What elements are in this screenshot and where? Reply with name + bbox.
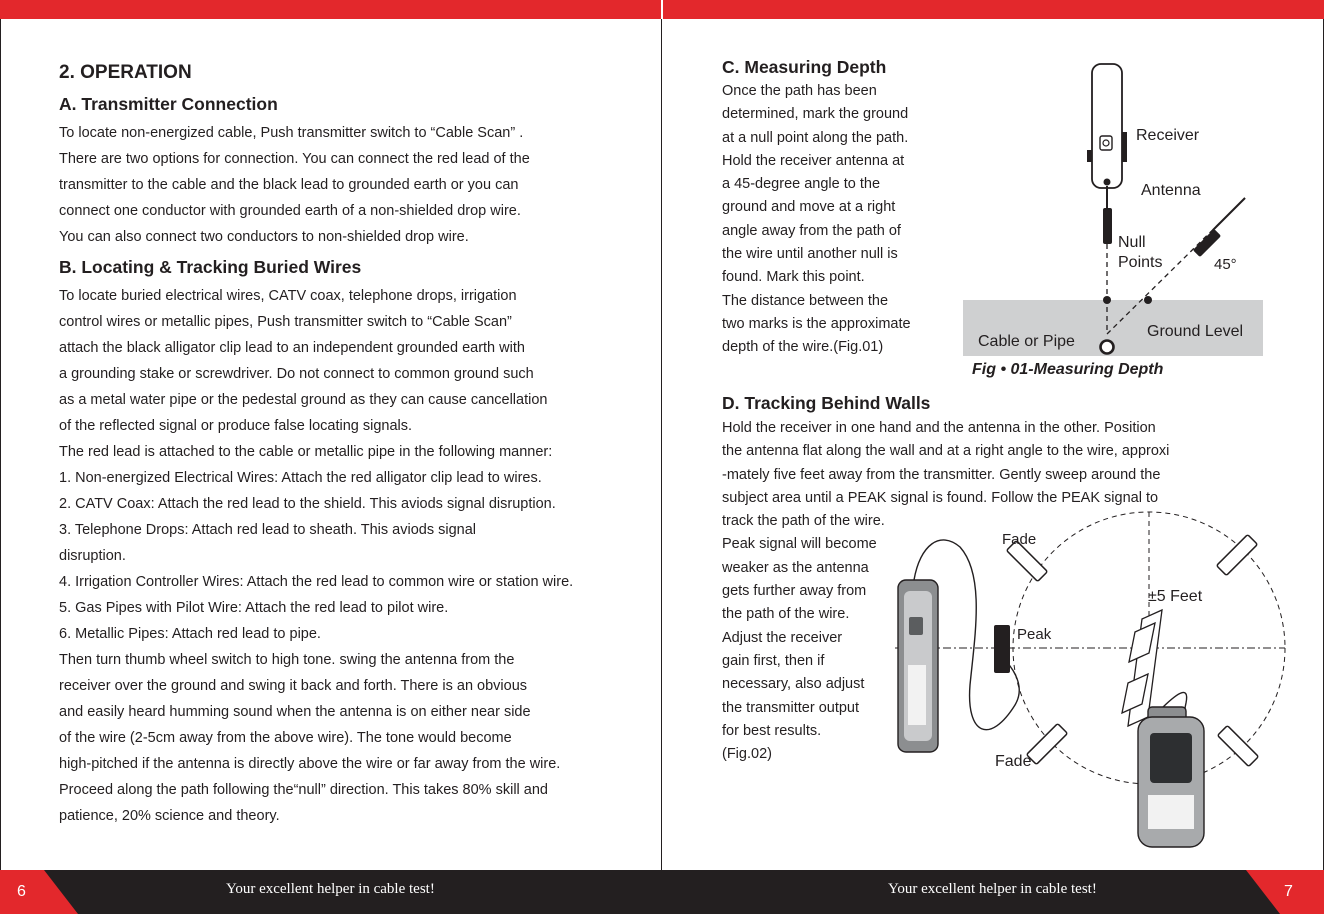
text-line: subject area until a PEAK signal is found. Follow the PEAK signal to <box>722 489 1159 506</box>
text-line: depth of the wire.(Fig.01) <box>722 339 884 356</box>
peak-label: Peak <box>1017 626 1052 643</box>
angle-label: 45° <box>1214 256 1237 273</box>
cable-or-pipe-icon <box>1101 341 1114 354</box>
subsection-b-body <box>59 283 573 829</box>
section-title-operation: 2. OPERATION <box>59 62 192 83</box>
top-bar-gap <box>661 0 663 19</box>
figure-01-measuring-depth <box>955 58 1267 358</box>
text-line: Hold the receiver antenna at <box>722 152 905 169</box>
text-line: for best results. <box>722 722 822 739</box>
text-line: the path of the wire. <box>722 606 850 623</box>
text-line: patience, 20% science and theory. <box>59 808 280 824</box>
text-line: Once the path has been <box>722 83 877 99</box>
subsection-c-title: C. Measuring Depth <box>722 57 887 77</box>
text-line: 2. CATV Coax: Attach the red lead to the shield. This aviods signal disruption. <box>59 496 556 512</box>
transmitter-device-icon <box>1138 707 1204 847</box>
footer-slogan-right: Your excellent helper in cable test! <box>888 881 1097 897</box>
text-line: Adjust the receiver <box>722 629 843 646</box>
text-line: 6. Metallic Pipes: Attach red lead to pipe. <box>59 626 321 642</box>
text-line: necessary, also adjust <box>722 676 865 693</box>
distance-label: ±5 Feet <box>1148 588 1203 605</box>
text-line: the wire until another null is <box>722 246 898 263</box>
text-line: a 45-degree angle to the <box>722 176 881 193</box>
text-line: of the wire (2-5cm away from the above wire). The tone would become <box>59 730 512 746</box>
footer-bar <box>0 870 1324 914</box>
text-line: 3. Telephone Drops: Attach red lead to sheath. This aviods signal <box>59 522 477 538</box>
text-line: 5. Gas Pipes with Pilot Wire: Attach the red lead to pilot wire. <box>59 600 449 616</box>
text-line: track the path of the wire. <box>722 513 885 530</box>
null-label: Null <box>1118 234 1146 251</box>
page-border-left <box>0 19 1 870</box>
subsection-a-title: A. Transmitter Connection <box>59 94 278 114</box>
text-line: found. Mark this point. <box>722 269 865 286</box>
text-line: ground and move at a right <box>722 199 896 216</box>
text-line: disruption. <box>59 548 126 564</box>
ground-label: Ground Level <box>1147 323 1244 340</box>
page-number-right: 7 <box>1284 883 1293 900</box>
subsection-d-title: D. Tracking Behind Walls <box>722 393 931 413</box>
cable-label: Cable or Pipe <box>978 333 1075 350</box>
text-line: weaker as the antenna <box>722 559 869 576</box>
fade-top-label: Fade <box>1002 531 1037 548</box>
footer-slogan-left: Your excellent helper in cable test! <box>226 881 435 897</box>
text-line: You can also connect two conductors to non-shielded drop wire. <box>59 229 469 245</box>
text-line: a grounding stake or screwdriver. Do not connect to common ground such <box>59 366 534 382</box>
text-line: -mately five feet away from the transmitter. Gently sweep around the <box>722 466 1161 483</box>
fade-bottom-label: Fade <box>995 753 1032 770</box>
text-line: Hold the receiver in one hand and the antenna in the other. Position <box>722 420 1156 436</box>
text-line: gets further away from <box>722 583 867 600</box>
fade-antenna-bottom-right <box>1217 725 1258 766</box>
text-line: To locate non-energized cable, Push transmitter switch to “Cable Scan” . <box>59 125 524 141</box>
text-line: (Fig.02) <box>722 746 772 763</box>
text-line: and easily heard humming sound when the antenna is on either near side <box>59 704 531 720</box>
page-divider <box>661 19 662 870</box>
peak-antenna-icon <box>994 625 1010 673</box>
subsection-a-body <box>59 120 530 250</box>
text-line: of the reflected signal or produce false locating signals. <box>59 418 413 434</box>
text-line: the transmitter output <box>722 699 860 716</box>
receiver-device-icon <box>898 580 938 752</box>
text-line: attach the black alligator clip lead to an independent grounded earth with <box>59 340 525 356</box>
receiver-icon <box>1087 64 1127 244</box>
text-line: To locate buried electrical wires, CATV coax, telephone drops, irrigation <box>59 288 517 304</box>
text-line: The red lead is attached to the cable or metallic pipe in the following manner: <box>59 444 553 460</box>
text-line: high-pitched if the antenna is directly above the wire or far away from the wire. <box>59 756 561 772</box>
text-line: receiver over the ground and swing it back and forth. There is an obvious <box>59 678 528 694</box>
text-line: as a metal water pipe or the pedestal ground as they can cause cancellation <box>59 392 548 408</box>
text-line: transmitter to the cable and the black lead to grounded earth or you can <box>59 177 519 193</box>
receiver-label: Receiver <box>1136 127 1200 144</box>
text-line: Proceed along the path following the“null” direction. This takes 80% skill and <box>59 782 548 798</box>
text-line: the antenna flat along the wall and at a right angle to the wire, approxi <box>722 443 1170 460</box>
text-line: gain first, then if <box>722 652 825 669</box>
subsection-c-body <box>722 80 911 360</box>
text-line: Then turn thumb wheel switch to high tone. swing the antenna from the <box>59 652 515 668</box>
page-number-left: 6 <box>17 883 26 900</box>
text-line: Peak signal will become <box>722 536 877 553</box>
figure-02-tracking-behind-walls <box>890 505 1310 860</box>
fade-antenna-bottom-left <box>1026 723 1067 764</box>
null-point-marker <box>1144 296 1152 304</box>
text-line: control wires or metallic pipes, Push transmitter switch to “Cable Scan” <box>59 314 512 330</box>
fade-antenna-top-right <box>1216 534 1257 575</box>
text-line: at a null point along the path. <box>722 129 909 146</box>
points-label: Points <box>1118 254 1163 271</box>
null-point-marker <box>1103 296 1111 304</box>
text-line: 1. Non-energized Electrical Wires: Attach the red alligator clip lead to wires. <box>59 470 542 486</box>
text-line: determined, mark the ground <box>722 106 909 123</box>
text-line: There are two options for connection. You can connect the red lead of the <box>59 151 530 167</box>
text-line: The distance between the <box>722 292 889 309</box>
text-line: connect one conductor with grounded earth of a non-shielded drop wire. <box>59 203 521 219</box>
subsection-b-title: B. Locating & Tracking Buried Wires <box>59 257 362 277</box>
text-line: angle away from the path of <box>722 222 901 239</box>
antenna-label: Antenna <box>1141 182 1201 199</box>
angled-antenna-icon <box>1193 198 1245 257</box>
text-line: 4. Irrigation Controller Wires: Attach the red lead to common wire or station wire. <box>59 574 574 590</box>
text-line: two marks is the approximate <box>722 315 911 332</box>
figure-01-caption: Fig • 01-Measuring Depth <box>972 361 1164 378</box>
